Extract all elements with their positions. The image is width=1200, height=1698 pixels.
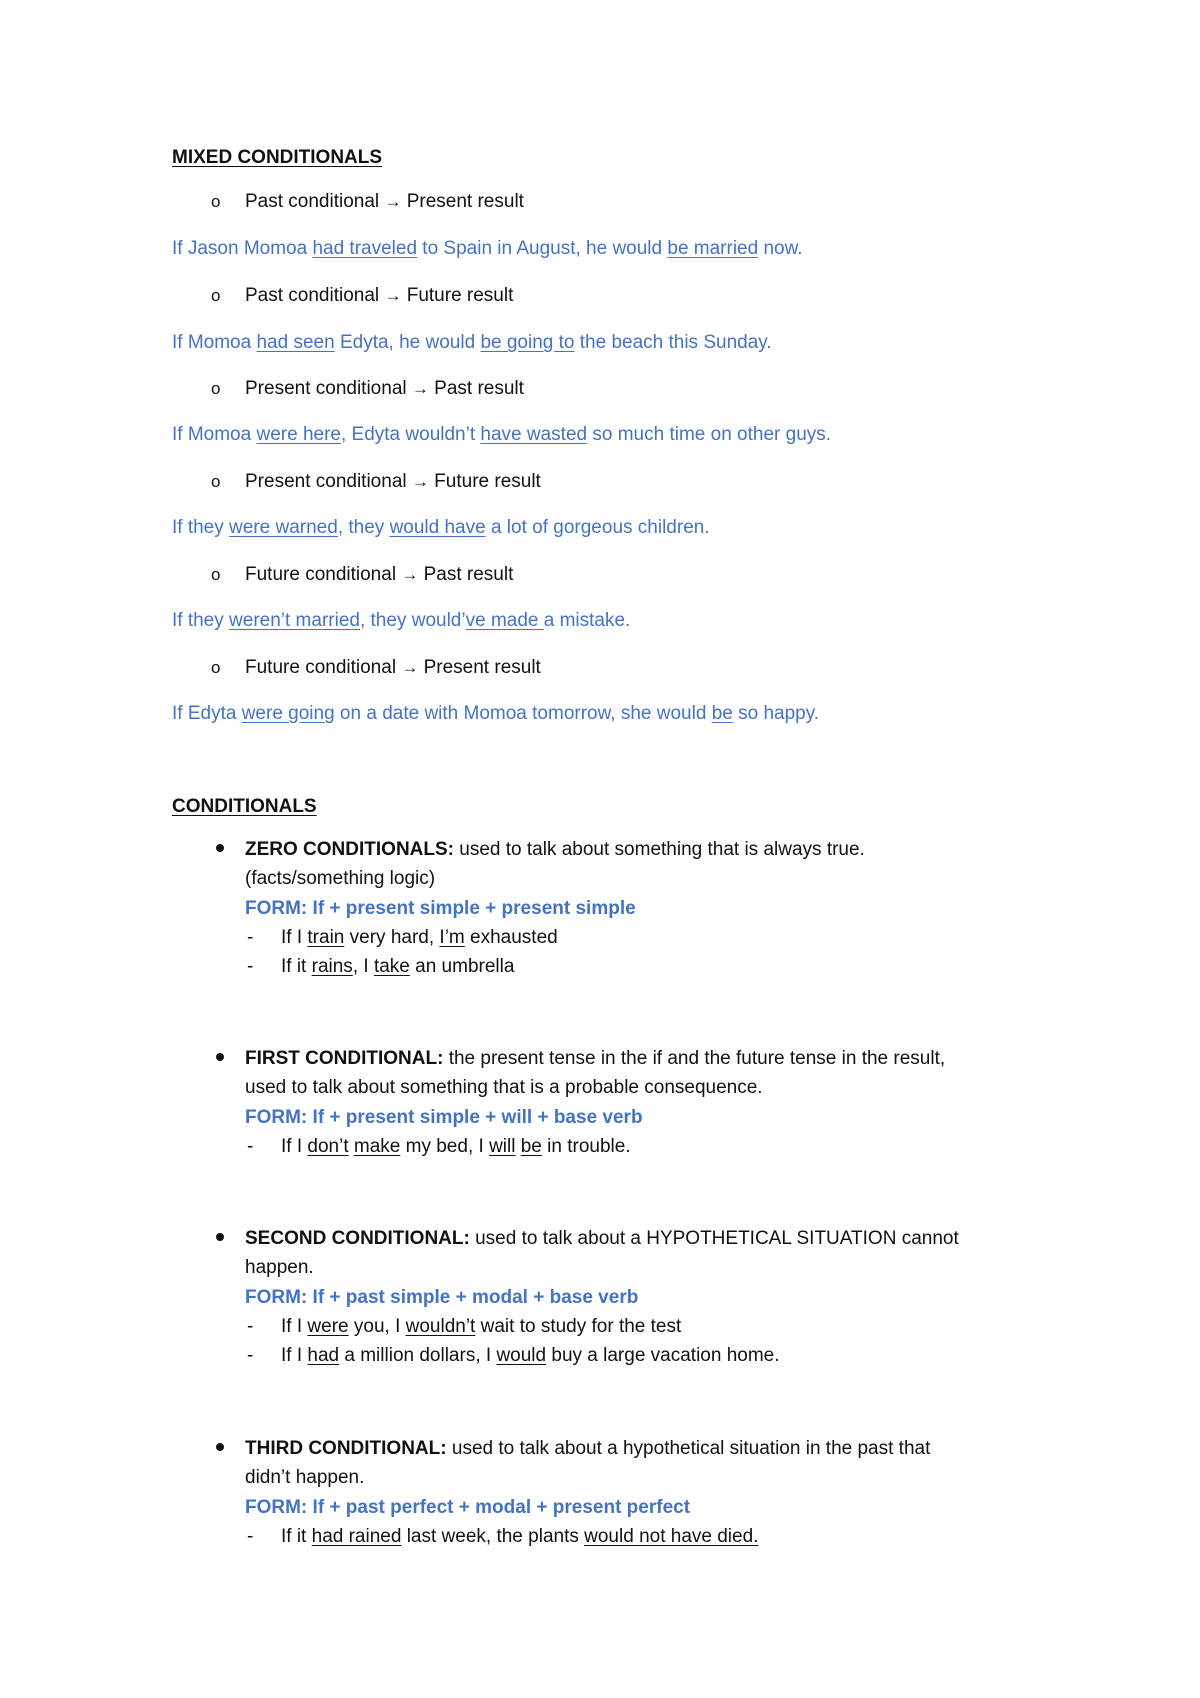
third-conditional-form: FORM: If + past perfect + modal + present perfect	[245, 1497, 691, 1518]
mixed-conditionals-heading: MIXED CONDITIONALS	[172, 147, 383, 168]
first-conditional-form: FORM: If + present simple + will + base verb	[245, 1107, 643, 1128]
mixed-item-label: Present conditional → Future result	[245, 471, 541, 492]
conditionals-heading: CONDITIONALS	[172, 796, 317, 817]
circle-bullet-icon: o	[211, 472, 221, 491]
circle-bullet-icon: o	[211, 192, 221, 211]
mixed-example-sentence: If Edyta were going on a date with Momoa tomorrow, she would be so happy.	[172, 703, 820, 724]
mixed-example-sentence: If Momoa were here, Edyta wouldn’t have wasted so much time on other guys.	[172, 424, 832, 445]
second-example-2: If I had a million dollars, I would buy a large vacation home.	[281, 1345, 780, 1366]
zero-conditional-desc-cont: (facts/something logic)	[245, 868, 436, 889]
bullet-dot-icon	[216, 844, 224, 852]
first-example-1: If I don’t make my bed, I will be in trouble.	[281, 1136, 631, 1157]
zero-conditional-desc: ZERO CONDITIONALS: used to talk about something that is always true.	[245, 839, 865, 860]
mixed-item-label: Present conditional → Past result	[245, 378, 524, 399]
first-conditional-desc: FIRST CONDITIONAL: the present tense in the if and the future tense in the result,	[245, 1048, 946, 1069]
bullet-dot-icon	[216, 1233, 224, 1241]
zero-conditional-form: FORM: If + present simple + present simple	[245, 898, 636, 919]
right-arrow-icon: →	[384, 286, 402, 305]
right-arrow-icon: →	[411, 472, 429, 491]
circle-bullet-icon: o	[211, 658, 221, 677]
mixed-example-sentence: If they weren’t married, they would’ve made a mistake.	[172, 610, 631, 631]
mixed-item-label: Past conditional → Future result	[245, 285, 514, 306]
mixed-example-sentence: If Momoa had seen Edyta, he would be going to the beach this Sunday.	[172, 332, 772, 353]
dash-bullet: -	[247, 956, 254, 977]
right-arrow-icon: →	[401, 658, 419, 677]
right-arrow-icon: →	[401, 565, 419, 584]
second-conditional-desc: SECOND CONDITIONAL: used to talk about a HYPOTHETICAL SITUATION cannot	[245, 1228, 959, 1249]
dash-bullet: -	[247, 1316, 254, 1337]
second-example-1: If I were you, I wouldn’t wait to study for the test	[281, 1316, 682, 1337]
second-conditional-desc-cont: happen.	[245, 1257, 314, 1278]
right-arrow-icon: →	[411, 379, 429, 398]
mixed-item-label: Future conditional → Present result	[245, 657, 541, 678]
right-arrow-icon: →	[384, 192, 402, 211]
second-conditional-form: FORM: If + past simple + modal + base verb	[245, 1287, 639, 1308]
first-conditional-desc-cont: used to talk about something that is a probable consequence.	[245, 1077, 763, 1098]
mixed-example-sentence: If Jason Momoa had traveled to Spain in August, he would be married now.	[172, 238, 803, 259]
circle-bullet-icon: o	[211, 286, 221, 305]
circle-bullet-icon: o	[211, 379, 221, 398]
third-example-1: If it had rained last week, the plants would not have died.	[281, 1526, 759, 1547]
dash-bullet: -	[247, 927, 254, 948]
dash-bullet: -	[247, 1345, 254, 1366]
mixed-item-label: Future conditional → Past result	[245, 564, 514, 585]
mixed-example-sentence: If they were warned, they would have a lot of gorgeous children.	[172, 517, 710, 538]
third-conditional-desc: THIRD CONDITIONAL: used to talk about a hypothetical situation in the past that	[245, 1438, 931, 1459]
third-conditional-desc-cont: didn’t happen.	[245, 1467, 365, 1488]
circle-bullet-icon: o	[211, 565, 221, 584]
bullet-dot-icon	[216, 1053, 224, 1061]
dash-bullet: -	[247, 1136, 254, 1157]
zero-example-1: If I train very hard, I’m exhausted	[281, 927, 558, 948]
zero-example-2: If it rains, I take an umbrella	[281, 956, 515, 977]
dash-bullet: -	[247, 1526, 254, 1547]
mixed-item-label: Past conditional → Present result	[245, 191, 524, 212]
bullet-dot-icon	[216, 1443, 224, 1451]
